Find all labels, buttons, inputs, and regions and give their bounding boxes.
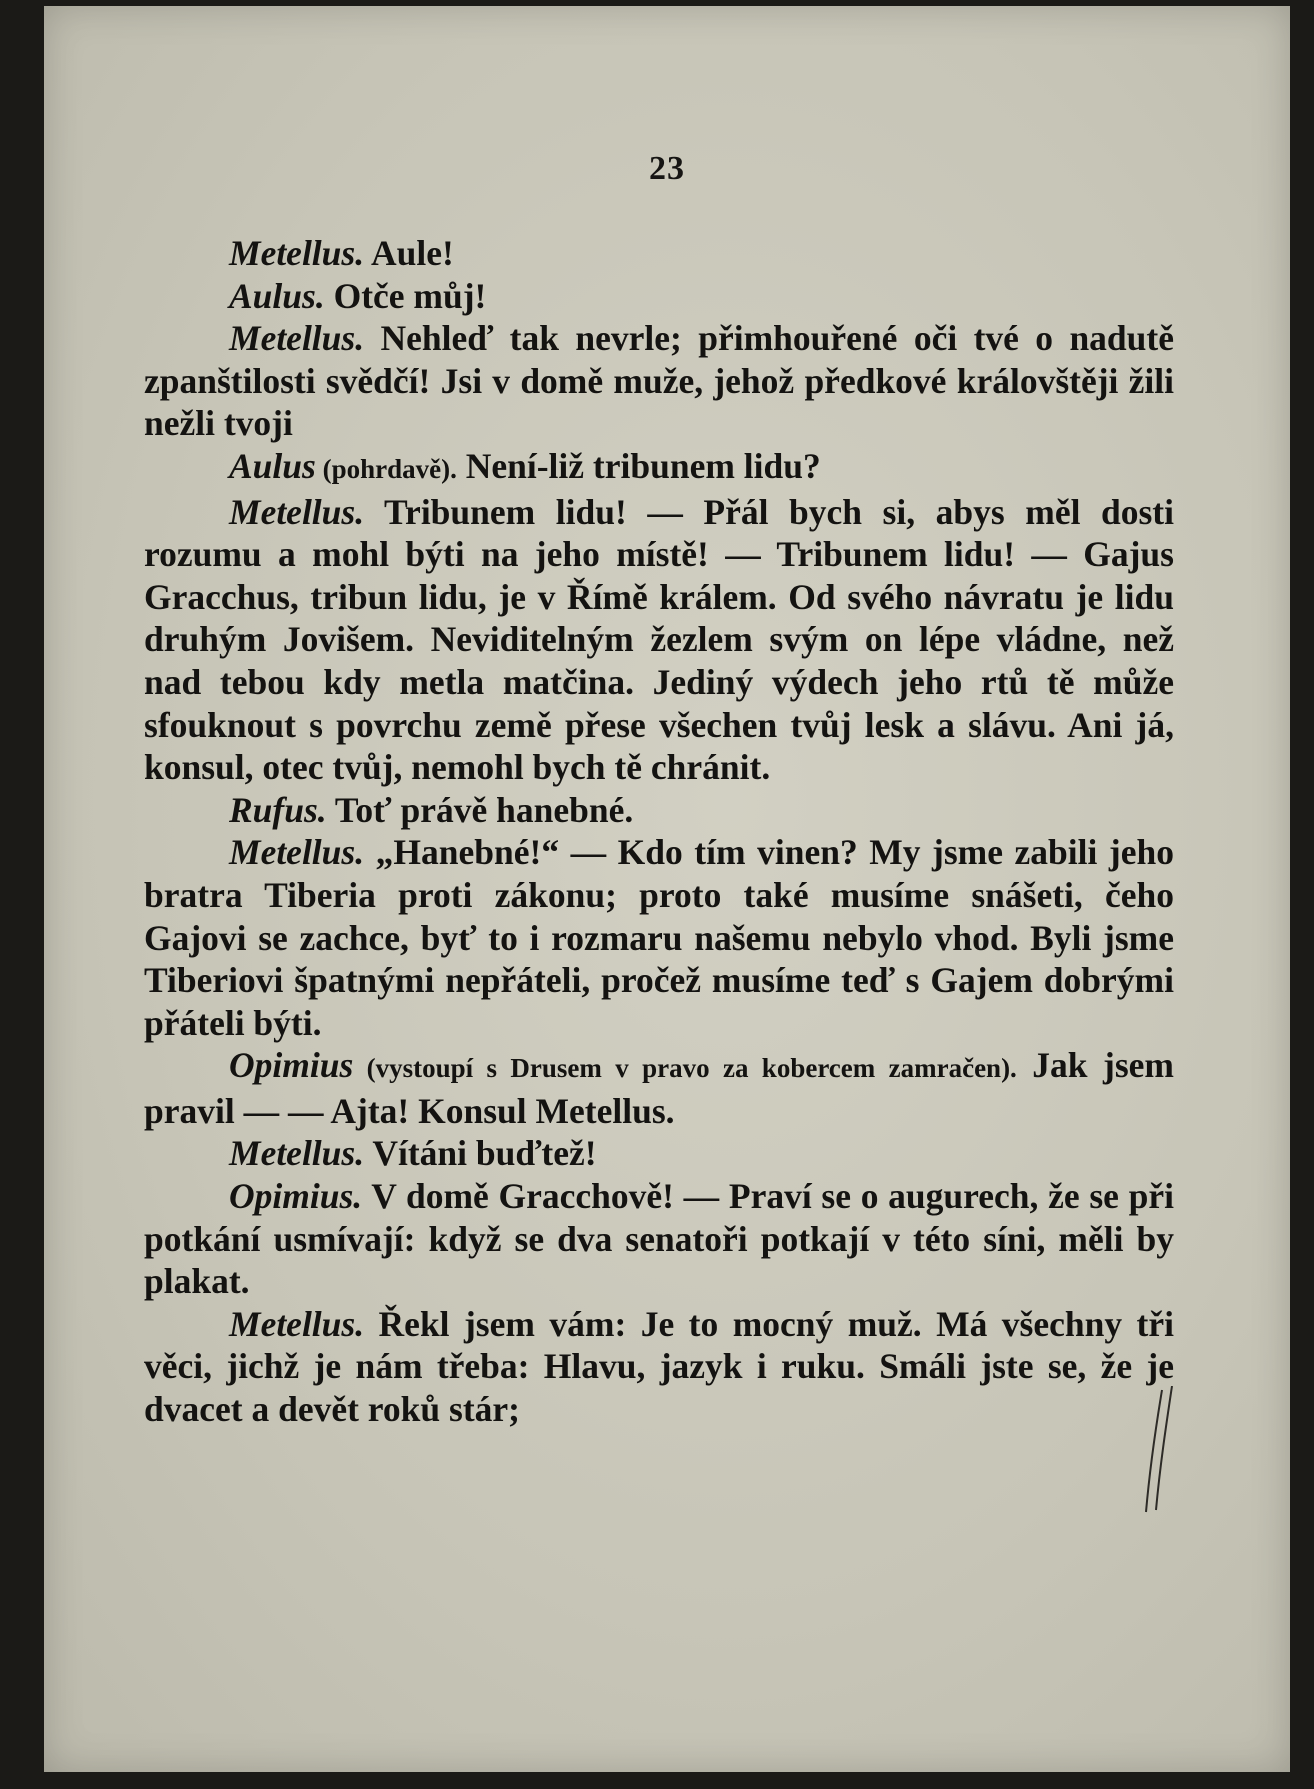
page-number: 23	[649, 150, 685, 187]
speaker-name: Metellus.	[229, 491, 365, 532]
book-page	[44, 6, 1290, 1772]
page-text	[144, 232, 1174, 1431]
dialogue-text: Otče můj!	[324, 275, 487, 316]
dialogue-line	[144, 317, 1174, 445]
dialogue-text: Řekl jsem vám: Je to mocný muž. Má všechny tři věci, jichž je nám třeba: Hlavu, jazyk i ruku. Smáli jste se, že je dvacet a devět roků stár;	[144, 1303, 1174, 1430]
speaker-name: Metellus.	[229, 832, 365, 873]
dialogue-text: Jak jsem pravil — — Ajta! Konsul Metellus.	[144, 1045, 1174, 1131]
speaker-name: Rufus.	[229, 789, 327, 830]
stage-direction: (vystoupí s Drusem v pravo za kobercem zamračen).	[353, 1053, 1017, 1084]
dialogue-line	[144, 789, 1174, 832]
dialogue-line	[144, 1044, 1174, 1132]
speaker-name: Metellus.	[229, 233, 365, 273]
dialogue-text: Vítáni buďtež!	[364, 1133, 597, 1174]
dialogue-text: Tribunem lidu! — Přál bych si, abys měl dosti rozumu a mohl býti na jeho místě! — Tribunem lidu! — Gajus Gracchus, tribun lidu, je v Římě králem. Od svého návratu je lidu druhým Jovišem. Neviditelným žezlem svým on lépe vládne, než nad tebou kdy metla matčina. Jediný výdech jeho rtů tě může sfouknout s povrchu země přese všechen tvůj lesk a slávu. Ani já, konsul, otec tvůj, nemohl bych tě chránit.	[144, 491, 1174, 788]
dialogue-text: Aule!	[364, 233, 454, 273]
dialogue-line	[144, 1303, 1174, 1431]
speaker-name: Aulus.	[229, 275, 325, 316]
speaker-name: Metellus.	[229, 1303, 365, 1344]
dialogue-text: Není-liž tribunem lidu?	[456, 445, 821, 486]
dialogue-text: Nehleď tak nevrle; přimhouřené oči tvé o nadutě zpanštilosti svědčí! Jsi v domě muže, jehož předkové královštěji žili nežli tvoji	[144, 318, 1174, 444]
dialogue-line	[144, 491, 1174, 789]
speaker-name: Aulus	[229, 445, 316, 486]
dialogue-line	[144, 1132, 1174, 1175]
dialogue-text: „Hanebné!“ — Kdo tím vinen? My jsme zabili jeho bratra Tiberia proti zákonu; proto také musíme snášeti, čeho Gajovi se zachce, byť to i rozmaru našemu nebylo vhod. Byli jsme Tiberiovi špatnými nepřáteli, pročež musíme teď s Gajem dobrými přáteli býti.	[144, 832, 1174, 1043]
stage-direction: (pohrdavě).	[315, 453, 457, 484]
dialogue-line	[144, 831, 1174, 1044]
speaker-name: Opimius.	[229, 1176, 363, 1217]
dialogue-line	[144, 275, 1174, 318]
speaker-name: Metellus.	[229, 318, 365, 359]
dialogue-line	[144, 1175, 1174, 1303]
dialogue-line	[144, 445, 1174, 491]
dialogue-text: Toť právě hanebné.	[326, 789, 634, 830]
dialogue-line	[144, 232, 1174, 275]
speaker-name: Metellus.	[229, 1133, 365, 1174]
speaker-name: Opimius	[229, 1045, 354, 1086]
margin-pencil-mark	[1142, 1386, 1176, 1516]
dialogue-text: V domě Gracchově! — Praví se o augurech, že se při potkání usmívají: když se dva senatoři potkají v této síni, měli by plakat.	[144, 1176, 1174, 1302]
